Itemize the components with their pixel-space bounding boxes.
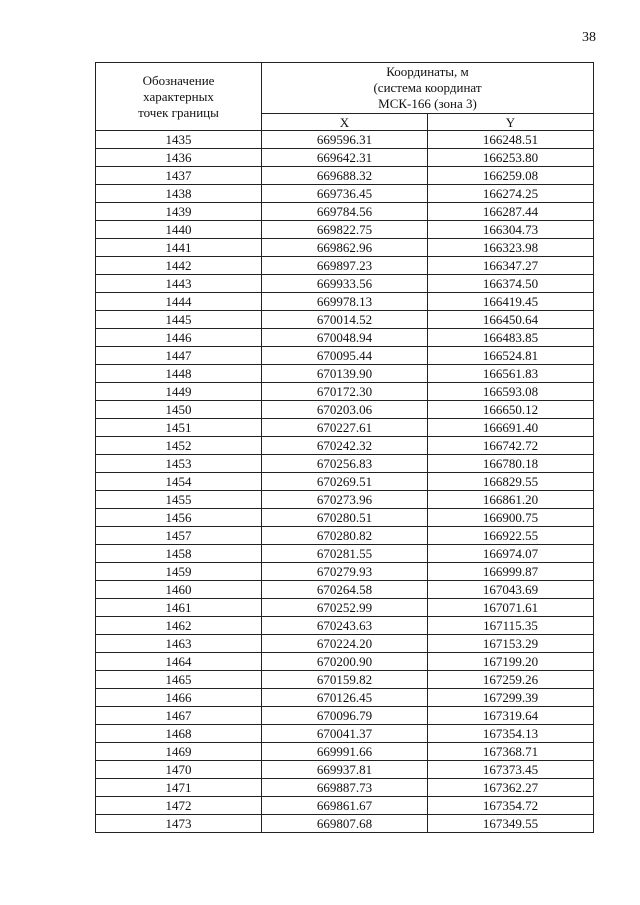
point-id-cell: 1462 [96,617,262,635]
x-coordinate-cell: 670273.96 [262,491,428,509]
y-coordinate-cell: 166524.81 [428,347,594,365]
table-row [96,311,594,329]
coords-header-line-2: (система координат [373,80,482,95]
table-row [96,365,594,383]
y-coordinate-cell: 166650.12 [428,401,594,419]
point-id-cell: 1473 [96,815,262,833]
x-coordinate-cell: 670280.51 [262,509,428,527]
x-coordinate-cell: 669978.13 [262,293,428,311]
y-coordinate-cell: 166742.72 [428,437,594,455]
y-coordinate-cell: 167319.64 [428,707,594,725]
y-coordinate-cell: 167199.20 [428,653,594,671]
y-coordinate-cell: 167043.69 [428,581,594,599]
point-id-cell: 1472 [96,797,262,815]
point-id-cell: 1436 [96,149,262,167]
y-coordinate-cell: 166323.98 [428,239,594,257]
x-coordinate-cell: 670159.82 [262,671,428,689]
x-coordinate-cell: 670252.99 [262,599,428,617]
point-id-cell: 1469 [96,743,262,761]
point-id-cell: 1464 [96,653,262,671]
table-row [96,239,594,257]
x-coordinate-cell: 669642.31 [262,149,428,167]
table-row [96,617,594,635]
table-row [96,527,594,545]
table-row [96,653,594,671]
point-id-cell: 1443 [96,275,262,293]
table-row [96,509,594,527]
point-id-cell: 1442 [96,257,262,275]
y-coordinate-cell: 166274.25 [428,185,594,203]
table-row [96,437,594,455]
table-row [96,473,594,491]
y-coordinate-cell: 166248.51 [428,131,594,149]
x-coordinate-cell: 670242.32 [262,437,428,455]
table-row [96,761,594,779]
table-row [96,419,594,437]
x-coordinate-cell: 669784.56 [262,203,428,221]
x-coordinate-cell: 669736.45 [262,185,428,203]
point-id-cell: 1461 [96,599,262,617]
point-id-cell: 1470 [96,761,262,779]
x-coordinate-cell: 669937.81 [262,761,428,779]
table-row [96,149,594,167]
point-id-cell: 1445 [96,311,262,329]
y-coordinate-cell: 166450.64 [428,311,594,329]
x-coordinate-cell: 670048.94 [262,329,428,347]
point-id-cell: 1448 [96,365,262,383]
point-id-cell: 1457 [96,527,262,545]
x-coordinate-cell: 670203.06 [262,401,428,419]
x-coordinate-cell: 670256.83 [262,455,428,473]
table-row [96,167,594,185]
point-id-cell: 1463 [96,635,262,653]
coordinates-table [95,62,594,833]
y-coordinate-cell: 166287.44 [428,203,594,221]
y-coordinate-cell: 166259.08 [428,167,594,185]
x-coordinate-cell: 670200.90 [262,653,428,671]
y-coordinate-cell: 166691.40 [428,419,594,437]
table-row [96,329,594,347]
y-coordinate-cell: 166780.18 [428,455,594,473]
y-coordinate-cell: 166593.08 [428,383,594,401]
point-id-cell: 1441 [96,239,262,257]
page-number: 38 [582,30,596,45]
y-coordinate-cell: 167115.35 [428,617,594,635]
y-coordinate-cell: 167354.72 [428,797,594,815]
x-coordinate-cell: 669933.56 [262,275,428,293]
table-row [96,131,594,149]
point-id-cell: 1455 [96,491,262,509]
x-coordinate-cell: 670281.55 [262,545,428,563]
y-coordinate-cell: 166922.55 [428,527,594,545]
x-coordinate-cell: 670280.82 [262,527,428,545]
table-row [96,401,594,419]
y-coordinate-cell: 167299.39 [428,689,594,707]
point-id-cell: 1454 [96,473,262,491]
table-row [96,599,594,617]
y-coordinate-cell: 166374.50 [428,275,594,293]
y-coordinate-cell: 166304.73 [428,221,594,239]
y-coordinate-cell: 167153.29 [428,635,594,653]
table-row [96,581,594,599]
point-id-cell: 1459 [96,563,262,581]
points-column-header [96,63,262,131]
table-body [96,131,594,833]
x-coordinate-cell: 669596.31 [262,131,428,149]
y-coordinate-cell: 166999.87 [428,563,594,581]
table-row [96,563,594,581]
y-coordinate-cell: 166561.83 [428,365,594,383]
point-id-cell: 1453 [96,455,262,473]
y-coordinate-cell: 167071.61 [428,599,594,617]
point-id-cell: 1465 [96,671,262,689]
x-coordinate-cell: 669822.75 [262,221,428,239]
x-coordinate-cell: 669861.67 [262,797,428,815]
y-coordinate-cell: 166483.85 [428,329,594,347]
point-id-cell: 1447 [96,347,262,365]
point-id-cell: 1437 [96,167,262,185]
table-row [96,545,594,563]
table-row [96,383,594,401]
point-id-cell: 1467 [96,707,262,725]
y-coordinate-cell: 167362.27 [428,779,594,797]
x-coordinate-cell: 670243.63 [262,617,428,635]
y-coordinate-cell: 166419.45 [428,293,594,311]
x-coordinate-cell: 670126.45 [262,689,428,707]
x-coordinate-cell: 669897.23 [262,257,428,275]
x-coordinate-cell: 669807.68 [262,815,428,833]
y-coordinate-cell: 166861.20 [428,491,594,509]
x-coordinate-cell: 670269.51 [262,473,428,491]
x-coordinate-cell: 670224.20 [262,635,428,653]
x-coordinate-cell: 670279.93 [262,563,428,581]
point-id-cell: 1466 [96,689,262,707]
point-id-cell: 1458 [96,545,262,563]
table-row [96,491,594,509]
point-id-cell: 1446 [96,329,262,347]
point-id-cell: 1456 [96,509,262,527]
x-column-header: X [262,114,428,131]
table-row [96,257,594,275]
table-row [96,743,594,761]
points-header-line-2: характерных [143,88,214,104]
points-header-line-3: точек границы [138,104,219,120]
table-row [96,671,594,689]
coords-header-line-3: МСК-166 (зона 3) [378,96,477,111]
table-row [96,293,594,311]
y-coordinate-cell: 167373.45 [428,761,594,779]
point-id-cell: 1438 [96,185,262,203]
y-column-header: Y [428,114,594,131]
table-row [96,455,594,473]
point-id-cell: 1440 [96,221,262,239]
x-coordinate-cell: 669887.73 [262,779,428,797]
point-id-cell: 1451 [96,419,262,437]
y-coordinate-cell: 167368.71 [428,743,594,761]
y-coordinate-cell: 166900.75 [428,509,594,527]
x-coordinate-cell: 670264.58 [262,581,428,599]
point-id-cell: 1471 [96,779,262,797]
y-coordinate-cell: 166829.55 [428,473,594,491]
x-coordinate-cell: 670172.30 [262,383,428,401]
coords-header-line-1: Координаты, м [386,64,469,79]
points-header-line-1: Обозначение [142,72,215,88]
table-row [96,221,594,239]
table-row [96,725,594,743]
x-coordinate-cell: 670227.61 [262,419,428,437]
point-id-cell: 1439 [96,203,262,221]
point-id-cell: 1460 [96,581,262,599]
x-coordinate-cell: 669688.32 [262,167,428,185]
table-row [96,185,594,203]
table-row [96,689,594,707]
y-coordinate-cell: 166253.80 [428,149,594,167]
x-coordinate-cell: 670095.44 [262,347,428,365]
point-id-cell: 1468 [96,725,262,743]
table-row [96,707,594,725]
point-id-cell: 1452 [96,437,262,455]
y-coordinate-cell: 166974.07 [428,545,594,563]
point-id-cell: 1435 [96,131,262,149]
y-coordinate-cell: 167349.55 [428,815,594,833]
table-row [96,347,594,365]
table-row [96,797,594,815]
table-row [96,275,594,293]
point-id-cell: 1449 [96,383,262,401]
y-coordinate-cell: 167259.26 [428,671,594,689]
x-coordinate-cell: 670041.37 [262,725,428,743]
point-id-cell: 1450 [96,401,262,419]
table-row [96,203,594,221]
table-row [96,815,594,833]
y-coordinate-cell: 166347.27 [428,257,594,275]
x-coordinate-cell: 669862.96 [262,239,428,257]
coordinates-column-header [262,63,594,114]
table-row [96,779,594,797]
x-coordinate-cell: 669991.66 [262,743,428,761]
x-coordinate-cell: 670014.52 [262,311,428,329]
table-row [96,635,594,653]
x-coordinate-cell: 670139.90 [262,365,428,383]
point-id-cell: 1444 [96,293,262,311]
y-coordinate-cell: 167354.13 [428,725,594,743]
x-coordinate-cell: 670096.79 [262,707,428,725]
